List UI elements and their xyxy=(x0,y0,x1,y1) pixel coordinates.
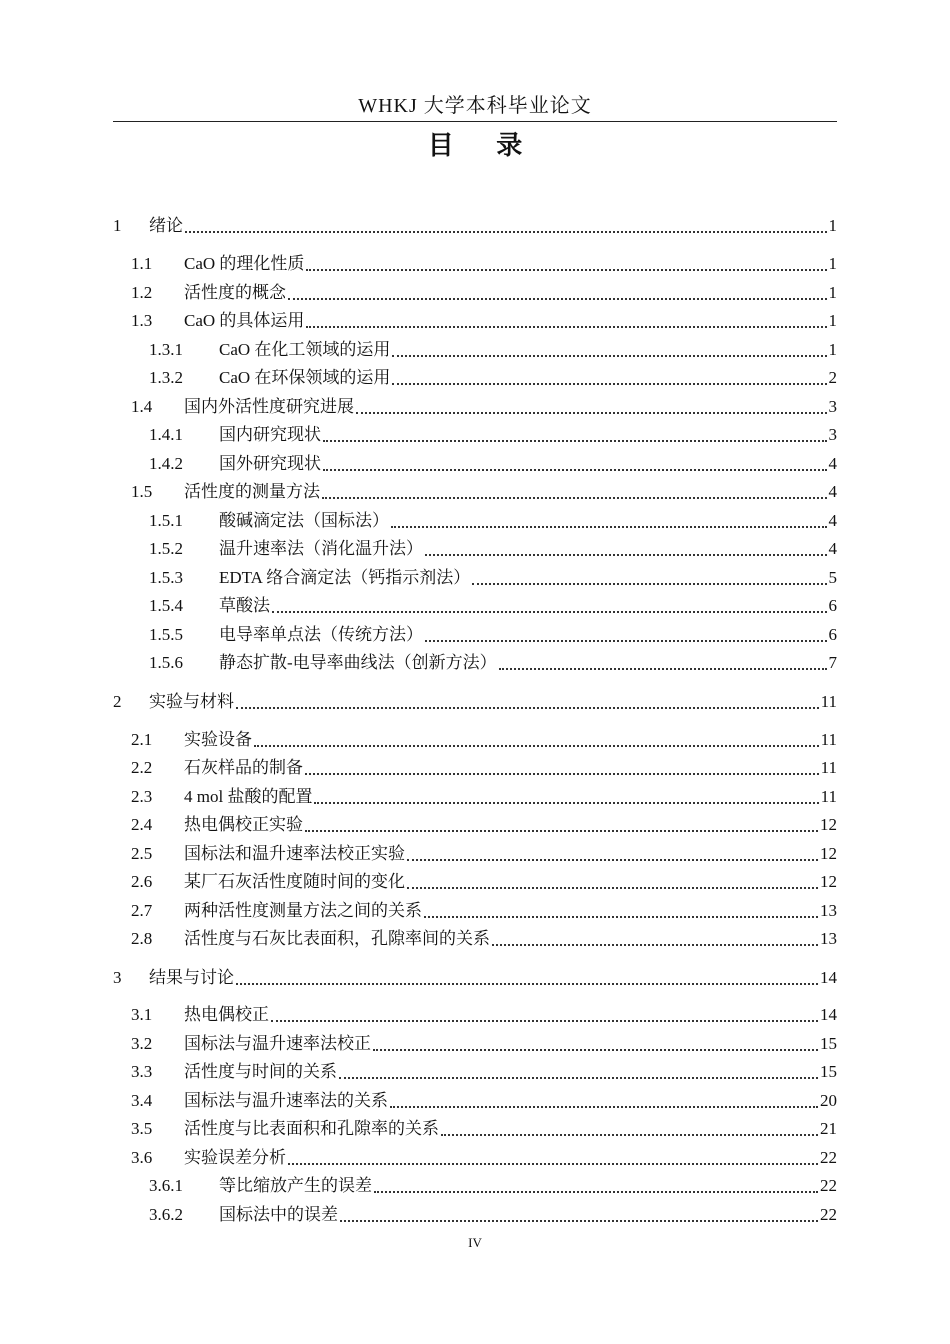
toc-entry-label: 国外研究现状 xyxy=(219,454,321,473)
toc-entry-label: 活性度与比表面积和孔隙率的关系 xyxy=(184,1119,439,1138)
toc-entry[interactable] xyxy=(113,396,837,418)
toc-leader-dots xyxy=(323,453,827,475)
toc-entry-number: 1.5.2 xyxy=(149,539,183,558)
toc-entry-page: 4 xyxy=(828,482,837,501)
toc-entry-number: 2.2 xyxy=(131,758,153,777)
toc-entry-number: 2.4 xyxy=(131,815,153,834)
toc-entry[interactable] xyxy=(113,567,837,589)
toc-entry-number: 3.1 xyxy=(131,1005,153,1024)
toc-entry-label: 电导率单点法（传统方法） xyxy=(219,625,423,644)
toc-entry[interactable] xyxy=(113,215,837,237)
toc-entry-page: 20 xyxy=(820,1091,837,1110)
toc-leader-dots xyxy=(305,814,818,836)
toc-leader-dots xyxy=(306,310,826,332)
toc-entry[interactable] xyxy=(113,453,837,475)
toc-entry-label: 国内研究现状 xyxy=(219,425,321,444)
toc-entry[interactable] xyxy=(113,310,837,332)
toc-entry[interactable] xyxy=(113,1061,837,1083)
toc-entry-label: 国标法中的误差 xyxy=(219,1205,338,1224)
toc-entry[interactable] xyxy=(113,253,837,275)
toc-entry-label: 活性度与时间的关系 xyxy=(184,1062,337,1081)
toc-entry-page: 1 xyxy=(828,340,837,359)
toc-entry[interactable] xyxy=(113,424,837,446)
toc-leader-dots xyxy=(322,481,827,503)
toc-leader-dots xyxy=(390,1090,818,1112)
running-header: WHKJ 大学本科毕业论文 xyxy=(358,95,592,117)
toc-entry-label: 国标法与温升速率法的关系 xyxy=(184,1091,388,1110)
toc-entry-number: 1.4.1 xyxy=(149,425,183,444)
toc-entry-label: 等比缩放产生的误差 xyxy=(219,1176,372,1195)
toc-entry[interactable] xyxy=(113,1175,837,1197)
toc-leader-dots xyxy=(499,652,827,674)
toc-entry-label: 热电偶校正实验 xyxy=(184,815,303,834)
toc-entry[interactable] xyxy=(113,481,837,503)
toc-entry-label: 国内外活性度研究进展 xyxy=(184,397,354,416)
toc-entry-page: 1 xyxy=(828,216,837,235)
toc-entry-number: 2.3 xyxy=(131,787,153,806)
toc-entry-page: 15 xyxy=(820,1034,837,1053)
toc-leader-dots xyxy=(374,1175,818,1197)
toc-entry-label: CaO 在化工领域的运用 xyxy=(219,340,391,359)
toc-entry-number: 2.7 xyxy=(131,901,153,920)
toc-entry-number: 3.4 xyxy=(131,1091,153,1110)
toc-entry-number: 3 xyxy=(113,968,122,987)
toc-entry-number: 1.5.3 xyxy=(149,568,183,587)
toc-leader-dots xyxy=(373,1033,818,1055)
toc-leader-dots xyxy=(271,1004,818,1026)
toc-leader-dots xyxy=(492,928,818,950)
toc-leader-dots xyxy=(323,424,827,446)
toc-entry-page: 11 xyxy=(820,692,837,711)
toc-leader-dots xyxy=(425,624,827,646)
toc-entry[interactable] xyxy=(113,814,837,836)
toc-entry[interactable] xyxy=(113,729,837,751)
toc-leader-dots xyxy=(407,843,818,865)
toc-entry-label: 某厂石灰活性度随时间的变化 xyxy=(184,872,405,891)
toc-entry-label: 静态扩散-电导率曲线法（创新方法） xyxy=(219,653,497,672)
toc-entry-label: 国标法和温升速率法校正实验 xyxy=(184,844,405,863)
toc-entry-page: 13 xyxy=(820,901,837,920)
toc-leader-dots xyxy=(236,967,818,989)
toc-entry-number: 2.6 xyxy=(131,872,153,891)
toc-entry-number: 1.1 xyxy=(131,254,153,273)
toc-leader-dots xyxy=(425,538,827,560)
toc-entry[interactable] xyxy=(113,339,837,361)
toc-entry-number: 1.3.1 xyxy=(149,340,183,359)
toc-leader-dots xyxy=(305,757,819,779)
toc-leader-dots xyxy=(236,691,819,713)
toc-entry[interactable] xyxy=(113,1033,837,1055)
toc-entry-label: 结果与讨论 xyxy=(149,968,234,987)
toc-leader-dots xyxy=(391,510,827,532)
toc-entry[interactable] xyxy=(113,900,837,922)
toc-entry-page: 5 xyxy=(828,568,837,587)
toc-entry[interactable] xyxy=(113,282,837,304)
toc-leader-dots xyxy=(392,339,826,361)
toc-entry-label: 热电偶校正 xyxy=(184,1005,269,1024)
toc-entry-label: 草酸法 xyxy=(219,596,270,615)
toc-leader-dots xyxy=(306,253,826,275)
toc-entry-page: 12 xyxy=(820,844,837,863)
toc-entry[interactable] xyxy=(113,786,837,808)
toc-entry-page: 6 xyxy=(828,625,837,644)
toc-leader-dots xyxy=(441,1118,818,1140)
toc-entry-label: CaO 的具体运用 xyxy=(184,311,305,330)
toc-entry-number: 1.5.6 xyxy=(149,653,183,672)
toc-leader-dots xyxy=(356,396,827,418)
toc-entry-page: 15 xyxy=(820,1062,837,1081)
toc-entry[interactable] xyxy=(113,367,837,389)
toc-entry[interactable] xyxy=(113,928,837,950)
toc-entry-label: 活性度的概念 xyxy=(184,283,286,302)
toc-entry-label: 石灰样品的制备 xyxy=(184,758,303,777)
toc-entry-number: 1.3.2 xyxy=(149,368,183,387)
toc-entry-label: CaO 的理化性质 xyxy=(184,254,305,273)
toc-entry-page: 3 xyxy=(828,397,837,416)
toc-entry-number: 2.5 xyxy=(131,844,153,863)
toc-entry-page: 4 xyxy=(828,511,837,530)
toc-leader-dots xyxy=(254,729,819,751)
toc-entry-label: 4 mol 盐酸的配置 xyxy=(184,787,313,806)
toc-entry-number: 3.6 xyxy=(131,1148,153,1167)
toc-entry-label: 绪论 xyxy=(149,216,183,235)
toc-entry[interactable] xyxy=(113,757,837,779)
toc-entry-page: 1 xyxy=(828,254,837,273)
toc-entry[interactable] xyxy=(113,624,837,646)
header-rule xyxy=(113,121,837,122)
toc-entry-page: 6 xyxy=(828,596,837,615)
toc-entry-number: 3.6.1 xyxy=(149,1176,183,1195)
page-number: IV xyxy=(468,1235,482,1250)
toc-entry-page: 12 xyxy=(820,815,837,834)
toc-entry[interactable] xyxy=(113,595,837,617)
toc-entry-page: 11 xyxy=(820,787,837,806)
toc-entry-label: EDTA 络合滴定法（钙指示剂法） xyxy=(219,568,471,587)
toc-entry-label: 实验与材料 xyxy=(149,692,234,711)
toc-entry-number: 2.1 xyxy=(131,730,153,749)
toc-entry-page: 14 xyxy=(820,968,837,987)
toc-leader-dots xyxy=(288,282,827,304)
toc-entry-number: 3.6.2 xyxy=(149,1205,183,1224)
page-title: 目 录 xyxy=(427,131,541,160)
toc-entry-number: 1.5.5 xyxy=(149,625,183,644)
toc-entry-number: 1.5 xyxy=(131,482,153,501)
toc-entry-number: 3.2 xyxy=(131,1034,153,1053)
toc-entry-label: 活性度与石灰比表面积，孔隙率间的关系 xyxy=(184,929,490,948)
toc-entry-label: CaO 在环保领域的运用 xyxy=(219,368,391,387)
toc-entry-page: 21 xyxy=(820,1119,837,1138)
toc-entry-page: 4 xyxy=(828,539,837,558)
toc-entry-page: 2 xyxy=(828,368,837,387)
toc-entry-page: 14 xyxy=(820,1005,837,1024)
toc-entry-page: 11 xyxy=(820,730,837,749)
toc-entry-page: 22 xyxy=(820,1176,837,1195)
toc-entry[interactable] xyxy=(113,1004,837,1026)
toc-entry-page: 22 xyxy=(820,1205,837,1224)
toc-entry[interactable] xyxy=(113,1204,837,1226)
toc-entry-page: 3 xyxy=(828,425,837,444)
toc-entry-label: 温升速率法（消化温升法） xyxy=(219,539,423,558)
toc-entry[interactable] xyxy=(113,843,837,865)
toc-leader-dots xyxy=(288,1147,818,1169)
toc-entry-number: 3.3 xyxy=(131,1062,153,1081)
toc-entry[interactable] xyxy=(113,871,837,893)
toc-entry-number: 1 xyxy=(113,216,122,235)
toc-entry-label: 两种活性度测量方法之间的关系 xyxy=(184,901,422,920)
toc-leader-dots xyxy=(472,567,826,589)
toc-entry-page: 1 xyxy=(828,311,837,330)
toc-entry-number: 1.5.4 xyxy=(149,596,183,615)
toc-leader-dots xyxy=(314,786,818,808)
toc-leader-dots xyxy=(185,215,827,237)
toc-leader-dots xyxy=(424,900,818,922)
toc-entry[interactable] xyxy=(113,652,837,674)
toc-leader-dots xyxy=(340,1204,818,1226)
toc-entry-number: 2 xyxy=(113,692,122,711)
toc-entry-page: 22 xyxy=(820,1148,837,1167)
toc-entry-page: 4 xyxy=(828,454,837,473)
toc-entry-number: 1.4 xyxy=(131,397,153,416)
toc-leader-dots xyxy=(392,367,826,389)
toc-entry[interactable] xyxy=(113,538,837,560)
toc-entry-number: 1.2 xyxy=(131,283,153,302)
toc-entry[interactable] xyxy=(113,510,837,532)
toc-entry-page: 7 xyxy=(828,653,837,672)
toc-entry-number: 1.5.1 xyxy=(149,511,183,530)
toc-entry[interactable] xyxy=(113,1118,837,1140)
toc-entry-page: 1 xyxy=(828,283,837,302)
toc-entry-label: 酸碱滴定法（国标法） xyxy=(219,511,389,530)
toc-entry-page: 11 xyxy=(820,758,837,777)
toc-entry-page: 12 xyxy=(820,872,837,891)
toc-entry-number: 2.8 xyxy=(131,929,153,948)
toc-entry-label: 国标法与温升速率法校正 xyxy=(184,1034,371,1053)
toc-entry-page: 13 xyxy=(820,929,837,948)
toc-entry-label: 实验误差分析 xyxy=(184,1148,286,1167)
toc-entry-number: 1.3 xyxy=(131,311,153,330)
toc-entry[interactable] xyxy=(113,691,837,713)
toc-entry[interactable] xyxy=(113,1090,837,1112)
toc-entry-label: 活性度的测量方法 xyxy=(184,482,320,501)
toc-entry-number: 1.4.2 xyxy=(149,454,183,473)
toc-leader-dots xyxy=(339,1061,818,1083)
toc-entry[interactable] xyxy=(113,1147,837,1169)
toc-entry[interactable] xyxy=(113,967,837,989)
toc-leader-dots xyxy=(407,871,818,893)
toc-entry-number: 3.5 xyxy=(131,1119,153,1138)
toc-leader-dots xyxy=(272,595,827,617)
toc-entry-label: 实验设备 xyxy=(184,730,252,749)
